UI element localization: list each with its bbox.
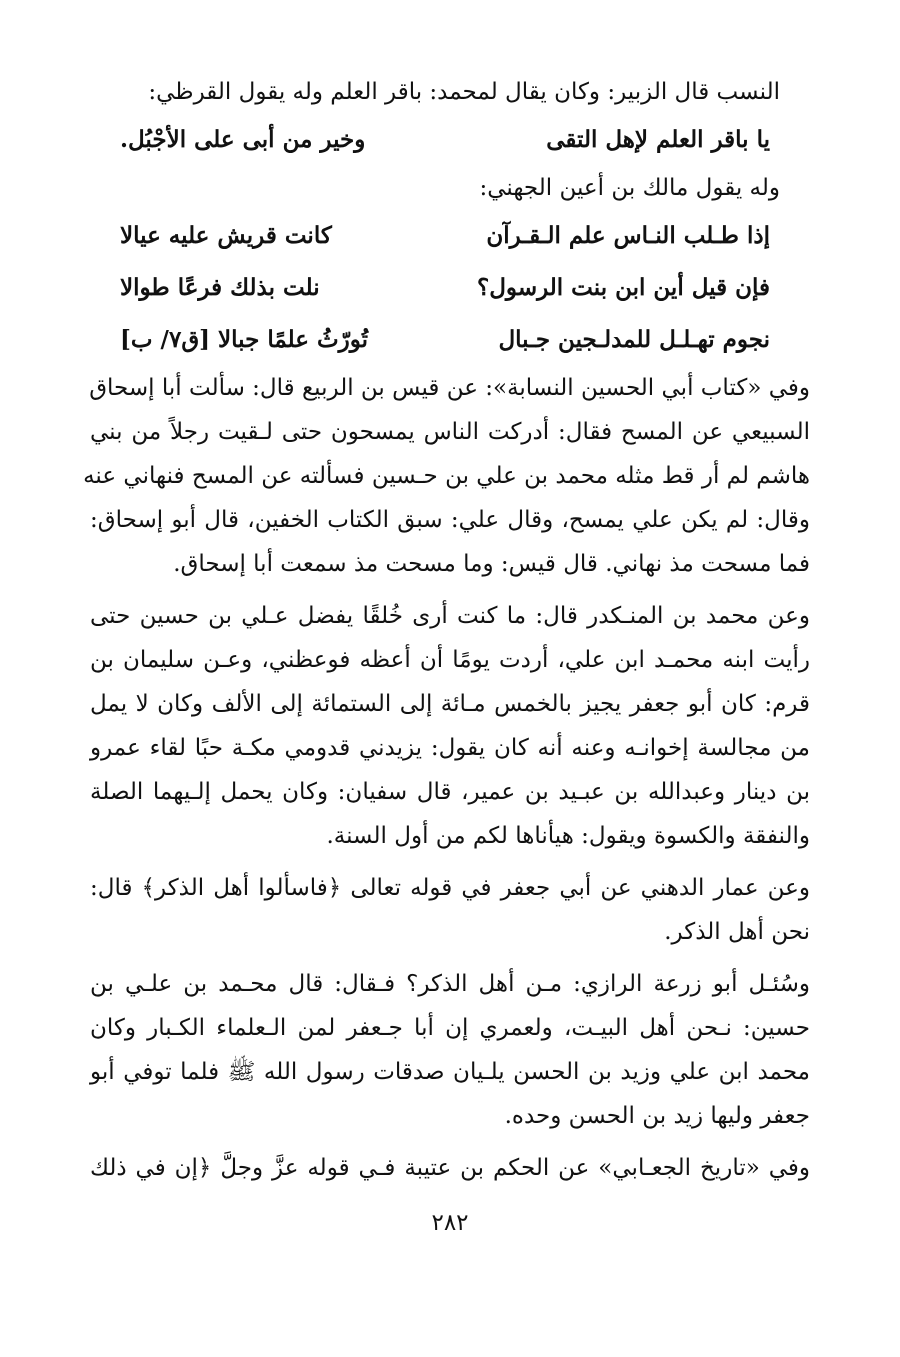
text-line: وقال: لم يكن علي يمسح، وقال علي: سبق الكتاب الخفين، قال أبو إسحاق: [90, 507, 810, 533]
text-line: رأيت ابنه محمـد ابن علي، أردت يومًا أن أعظه فوعظني، وعـن سليمان بن [90, 647, 810, 673]
verse-first-hemistich: إذا طـلب النـاس علم الـقـرآن [486, 222, 770, 249]
text-line: نحن أهل الذكر. [664, 919, 810, 945]
text-line: قرم: كان أبو جعفر يجيز بالخمس مـائة إلى الستمائة إلى الألف وكان لا يمل [90, 691, 810, 717]
paragraph-abu-zura [90, 962, 810, 1138]
text-line: بن دينار وعبدالله بن عبـيد بن عمير، قال سفيان: وكان يحمل إلـيهما الصلة [90, 779, 810, 805]
poem-verse [90, 210, 810, 262]
text-line: حسين: نـحن أهل البيـت، ولعمري إن أبا جـعفر لمن الـعلماء الكـبار وكان [90, 1015, 810, 1041]
verse-second-hemistich: وخير من أبى على الأجْبُل. [120, 126, 366, 153]
intro-paragraph [90, 70, 810, 114]
verse-second-hemistich: نلت بذلك فرعًا طوالا [120, 274, 320, 301]
text-line: وسُئـل أبو زرعة الرازي: مـن أهل الذكر؟ فـقال: قال محـمد بن علـي بن [90, 971, 810, 997]
text-line: النسب قال الزبير: وكان يقال لمحمد: باقر العلم وله يقول القرظي: [148, 79, 780, 105]
text-line: وفي «تاريخ الجعـابي» عن الحكم بن عتيبة فـي قوله عزَّ وجلَّ ﴿إن في ذلك [90, 1155, 810, 1181]
text-line: وعن عمار الدهني عن أبي جعفر في قوله تعالى ﴿فاسألوا أهل الذكر﴾ قال: [90, 875, 810, 901]
paragraph-ibn-al-munkadir [90, 594, 810, 858]
text-line: فما مسحت مذ نهاني. قال قيس: وما مسحت مذ سمعت أبا إسحاق. [173, 551, 810, 577]
verse-first-hemistich: يا باقر العلم لإهل التقى [546, 126, 770, 153]
text-line: جعفر وليها زيد بن الحسن وحده. [504, 1103, 810, 1129]
paragraph-ammar-al-duhni [90, 866, 810, 954]
verse-second-hemistich: كانت قريش عليه عيالا [120, 222, 332, 249]
text-line: وفي «كتاب أبي الحسين النسابة»: عن قيس بن الربيع قال: سألت أبا إسحاق [89, 375, 810, 401]
paragraph-kitab-abi-al-husayn [83, 366, 810, 586]
text-line: محمد ابن علي وزيد بن الحسن يلـيان صدقات رسول الله ﷺ فلما توفي أبو [90, 1059, 810, 1085]
text-line: وعن محمد بن المنـكدر قال: ما كنت أرى خُلقًا يفضل عـلي بن حسين حتى [90, 603, 810, 629]
paragraph-tarikh-al-juabi [90, 1146, 810, 1190]
intro2-paragraph [90, 166, 810, 210]
poem-verse [90, 114, 810, 166]
text-line: السبيعي عن المسح فقال: أدركت الناس يمسحون حتى لـقيت رجلاً من بني [90, 419, 810, 445]
page-number: ٢٨٢ [431, 1210, 469, 1236]
text-line: وله يقول مالك بن أعين الجهني: [479, 175, 780, 201]
text-line: والنفقة والكسوة ويقول: هيأناها لكم من أول السنة. [326, 823, 810, 849]
verse-first-hemistich: نجوم تهـلـل للمدلـجين جـبال [498, 326, 770, 353]
text-line: هاشم لم أر قط مثله محمد بن علي بن حـسين فسألته عن المسح فنهاني عنه [83, 463, 810, 489]
poem-verse [90, 314, 810, 366]
verse-second-hemistich: تُورّثُ علمًا جبالا [ق٧/ ب] [120, 326, 369, 353]
page-body [83, 70, 810, 1198]
verse-first-hemistich: فإن قيل أين ابن بنت الرسول؟ [477, 274, 770, 301]
poem-verse [90, 262, 810, 314]
text-line: من مجالسة إخوانـه وعنه أنه كان يقول: يزيدني قدومي مكـة حبًا لقاء عمرو [90, 735, 810, 761]
